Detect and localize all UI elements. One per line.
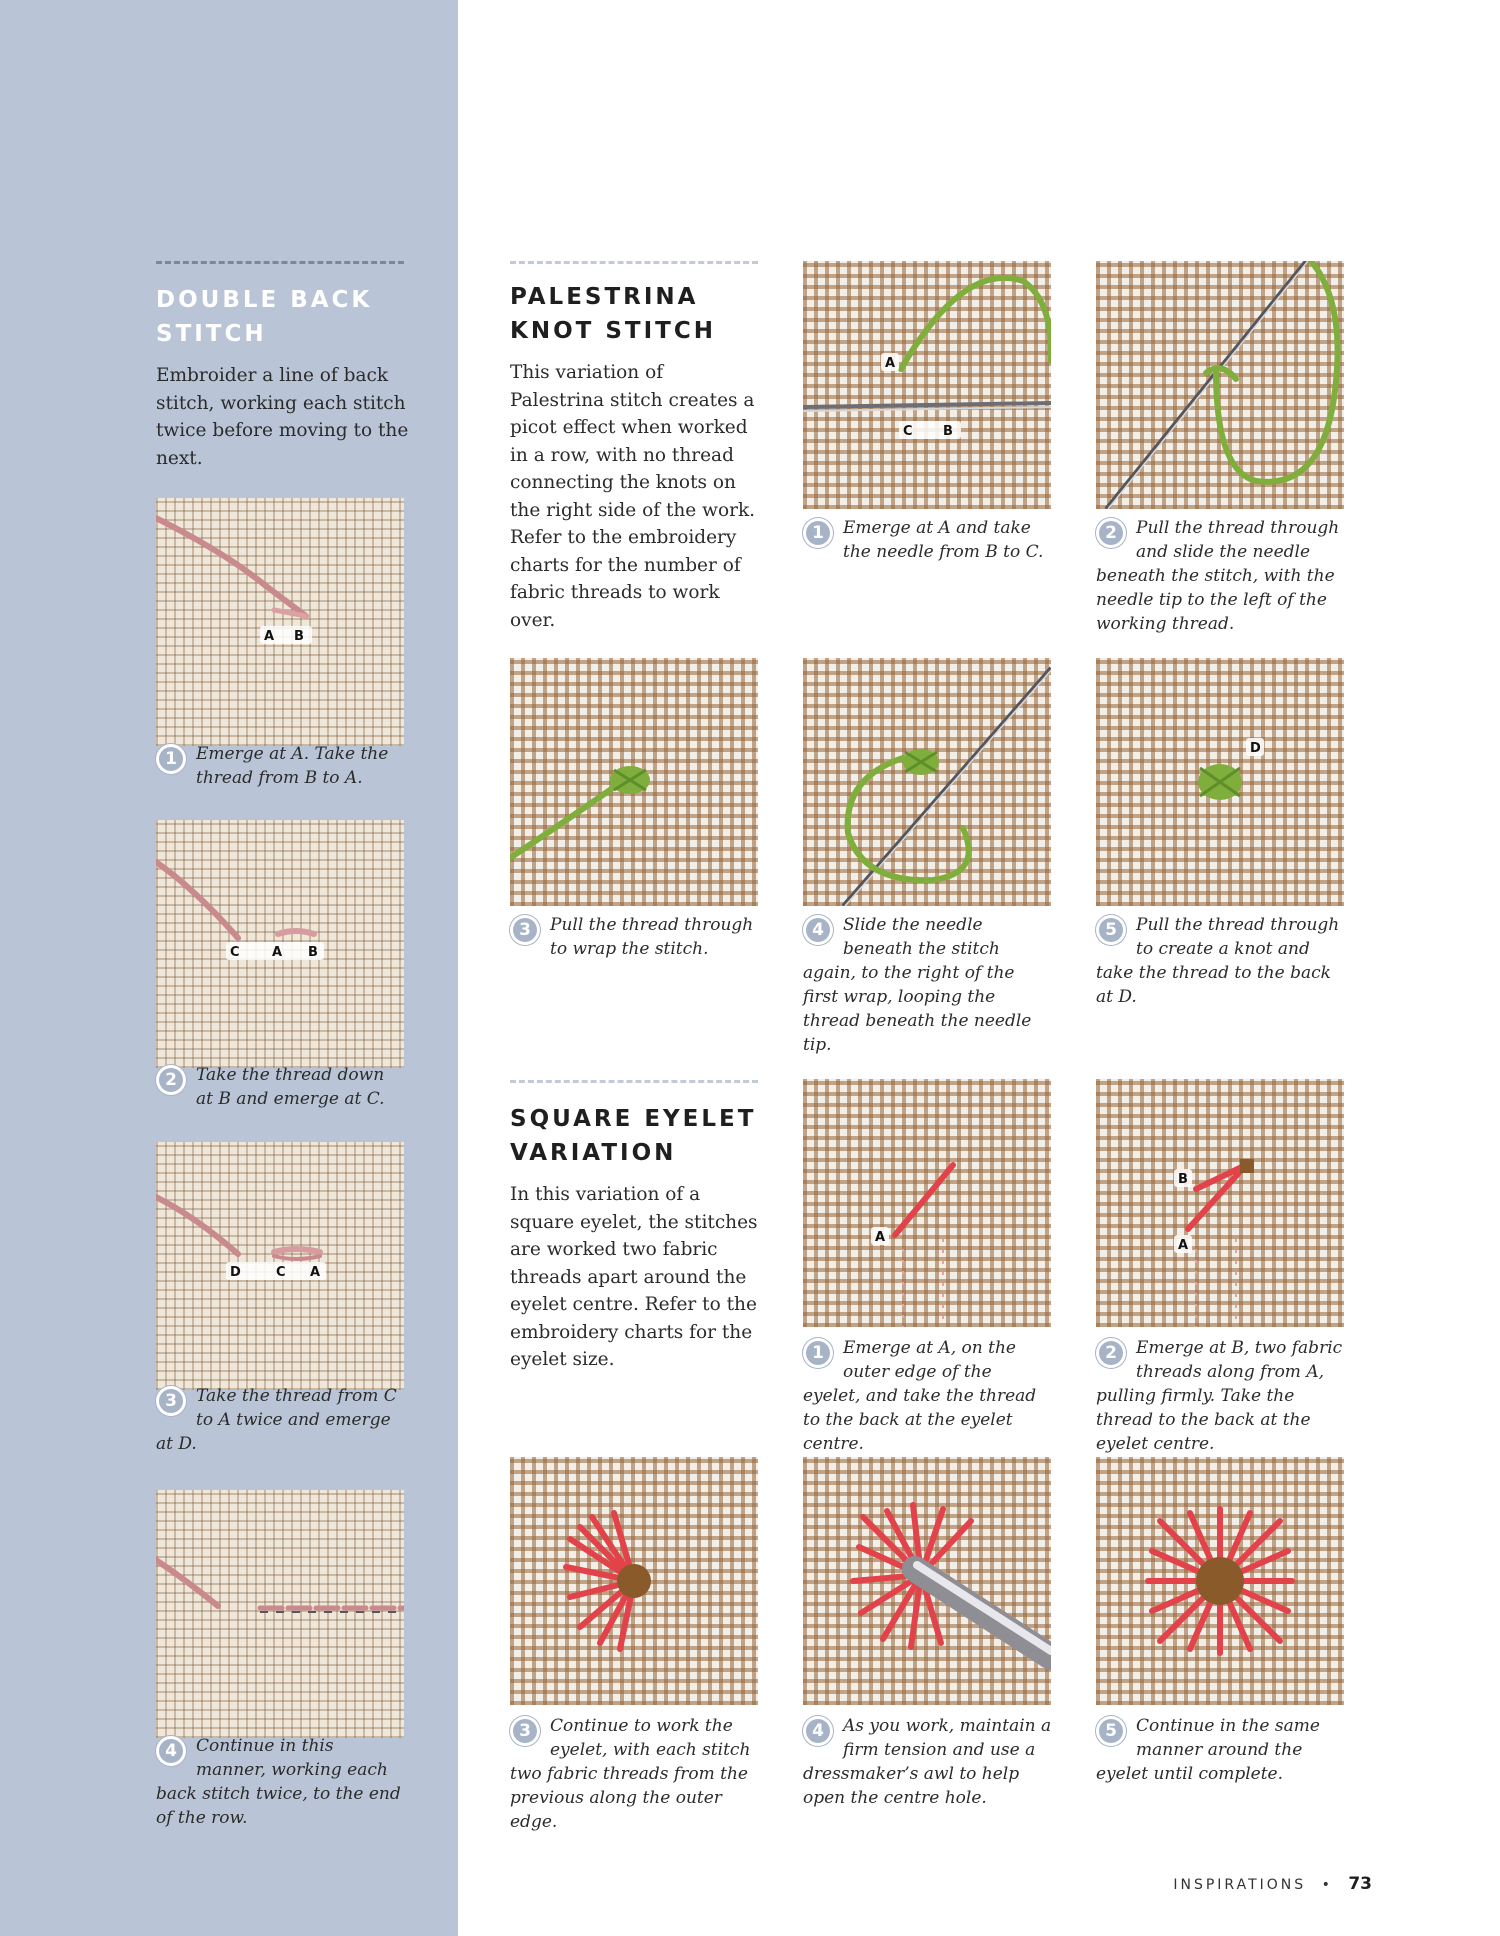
step-caption-palestrina-3: 3 Pull the thread through to wrap the stitch. bbox=[510, 913, 760, 961]
point-label: A bbox=[272, 945, 283, 960]
step-caption-palestrina-1: 1 Emerge at A and take the needle from B to C. bbox=[803, 516, 1053, 564]
step-number-badge: 2 bbox=[1096, 518, 1126, 548]
step-caption-eyelet-4: 4 As you work, maintain a firm tension and use a dressmaker’s awl to help open the centre hole. bbox=[803, 1716, 1052, 1808]
section-intro-palestrina: This variation of Palestrina stitch creates a picot effect when worked in a row, with no thread connecting the knots on the right side of the work. Refer to the embroidery charts for the number of fabric threads to work over. bbox=[510, 362, 756, 631]
step-caption-eyelet-2: 2 Emerge at B, two fabric threads along from A, pulling firmly. Take the thread to the back at the eyelet centre. bbox=[1096, 1338, 1343, 1454]
step-number-badge: 2 bbox=[156, 1065, 186, 1095]
section-title-eyelet: SQUARE EYELET VARIATION bbox=[510, 1106, 757, 1166]
step-number-badge: 1 bbox=[156, 744, 186, 774]
step-photo-eyelet-4 bbox=[803, 1457, 1051, 1705]
page-footer bbox=[1173, 1874, 1372, 1894]
point-label: B bbox=[943, 424, 953, 439]
step-number-badge: 2 bbox=[1096, 1338, 1126, 1368]
step-photo-double-back-2 bbox=[156, 820, 404, 1068]
footer-separator: • bbox=[1321, 1877, 1333, 1893]
step-number-badge: 5 bbox=[1096, 1716, 1126, 1746]
step-number-badge: 3 bbox=[510, 915, 540, 945]
step-photo-palestrina-4 bbox=[803, 658, 1051, 906]
point-label: B bbox=[294, 629, 304, 644]
step-photo-palestrina-1 bbox=[803, 261, 1051, 509]
point-label: C bbox=[276, 1265, 286, 1280]
section-divider bbox=[510, 261, 758, 264]
step-number-badge: 1 bbox=[803, 1338, 833, 1368]
step-number-badge: 5 bbox=[1096, 915, 1126, 945]
step-photo-double-back-4 bbox=[156, 1490, 404, 1738]
point-label: A bbox=[264, 629, 275, 644]
point-label: A bbox=[885, 356, 896, 371]
step-photo-double-back-1 bbox=[156, 498, 404, 746]
section-intro-eyelet: In this variation of a square eyelet, the stitches are worked two fabric threads apart around the eyelet centre. Refer to the embroidery charts for the eyelet size. bbox=[510, 1184, 758, 1370]
step-photo-palestrina-5 bbox=[1096, 658, 1344, 906]
point-label: D bbox=[1250, 741, 1261, 756]
point-label: B bbox=[308, 945, 318, 960]
section-title-palestrina: PALESTRINA KNOT STITCH bbox=[510, 284, 716, 344]
step-number-badge: 1 bbox=[803, 518, 833, 548]
point-label: C bbox=[230, 945, 240, 960]
point-label: A bbox=[875, 1230, 886, 1245]
step-caption-double-back-4: 4 Continue in this manner, working each back stitch twice, to the end of the row. bbox=[156, 1736, 401, 1828]
step-photo-eyelet-1 bbox=[803, 1079, 1051, 1327]
point-label: A bbox=[1178, 1238, 1189, 1253]
step-caption-palestrina-5: 5 Pull the thread through to create a knot and take the thread to the back at D. bbox=[1096, 915, 1340, 1007]
section-divider bbox=[156, 261, 404, 264]
step-caption-eyelet-1: 1 Emerge at A, on the outer edge of the eyelet, and take the thread to the back at the eyelet centre. bbox=[803, 1338, 1037, 1454]
step-caption-eyelet-5: 5 Continue in the same manner around the eyelet until complete. bbox=[1096, 1716, 1320, 1784]
section-intro-double-back: Embroider a line of back stitch, working each stitch twice before moving to the next. bbox=[156, 365, 409, 469]
page-number: 73 bbox=[1348, 1874, 1372, 1894]
step-photo-palestrina-3 bbox=[510, 658, 758, 906]
step-caption-palestrina-4: 4 Slide the needle beneath the stitch again, to the right of the first wrap, looping the thread beneath the needle tip. bbox=[803, 915, 1032, 1055]
step-photo-eyelet-3 bbox=[510, 1457, 758, 1705]
step-caption-eyelet-3: 3 Continue to work the eyelet, with each stitch two fabric threads from the previous along the outer edge. bbox=[510, 1716, 751, 1832]
step-photo-eyelet-2 bbox=[1096, 1079, 1344, 1327]
step-number-badge: 4 bbox=[803, 1716, 833, 1746]
step-number-badge: 3 bbox=[510, 1716, 540, 1746]
step-caption-double-back-2: 2 Take the thread down at B and emerge at C. bbox=[156, 1063, 406, 1111]
step-number-badge: 4 bbox=[803, 915, 833, 945]
point-label: A bbox=[310, 1265, 321, 1280]
point-label: C bbox=[903, 424, 913, 439]
step-caption-double-back-1: 1 Emerge at A. Take the thread from B to A. bbox=[156, 742, 406, 790]
step-photo-eyelet-5 bbox=[1096, 1457, 1344, 1705]
step-caption-palestrina-2: 2 Pull the thread through and slide the needle beneath the stitch, with the needle tip to the left of the working thread. bbox=[1096, 518, 1340, 634]
step-number-badge: 4 bbox=[156, 1736, 186, 1766]
step-number-badge: 3 bbox=[156, 1386, 186, 1416]
point-label: B bbox=[1178, 1172, 1188, 1187]
section-divider bbox=[510, 1080, 758, 1083]
section-title-double-back: DOUBLE BACK STITCH bbox=[156, 287, 373, 347]
step-photo-palestrina-2 bbox=[1096, 261, 1344, 509]
point-label: D bbox=[230, 1265, 241, 1280]
footer-section-name: INSPIRATIONS bbox=[1173, 1877, 1307, 1893]
step-photo-double-back-3 bbox=[156, 1142, 404, 1390]
step-caption-double-back-3: 3 Take the thread from C to A twice and emerge at D. bbox=[156, 1386, 397, 1454]
